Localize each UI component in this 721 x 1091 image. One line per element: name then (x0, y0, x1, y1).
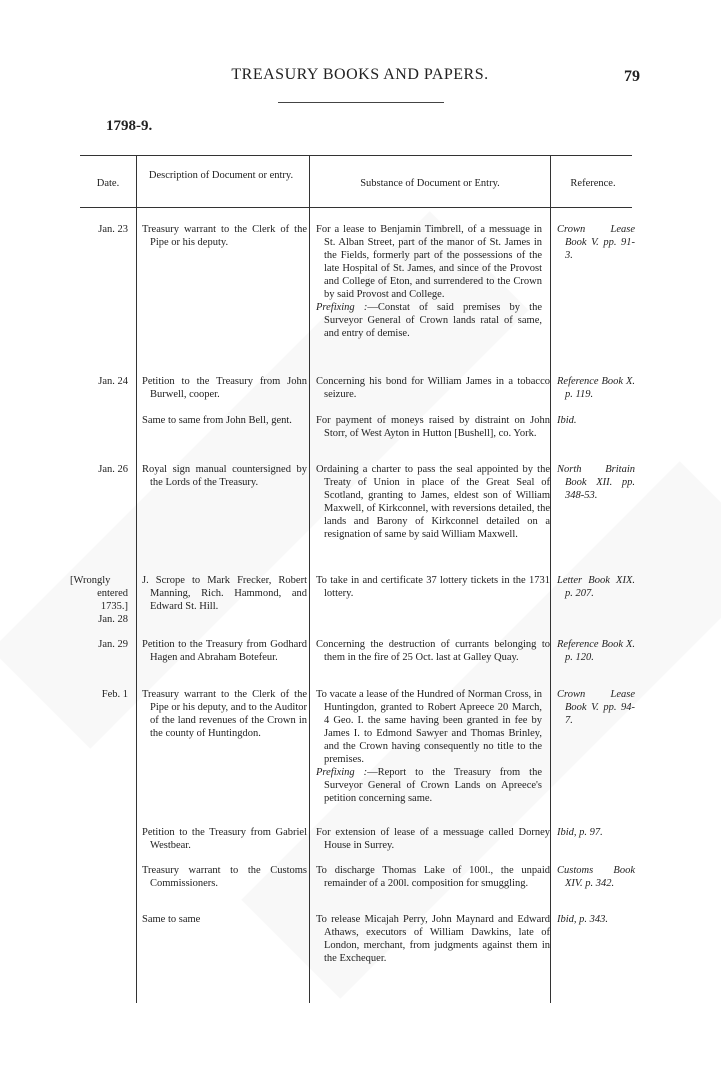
row-description: Petition to the Treasury from John Burwell, cooper. (142, 376, 307, 400)
row-reference: Ibid, p. 97. (557, 827, 603, 838)
calendar-table (70, 155, 635, 1003)
row-substance-text: To vacate a lease of the Hundred of Norman Cross, in Huntingdon, granted to Robert Apreece 20 March, 4 Geo. I. the same having been granted in fee by James I. to Edmond Sawyer and Thomas Brinley, and the Crown having consequently no title to the premises. (316, 689, 542, 765)
row-substance (316, 223, 542, 340)
column-header-reference: Reference. (570, 178, 616, 189)
row-substance: To take in and certificate 37 lottery tickets in the 1731 lottery. (316, 575, 550, 599)
row-date: Feb. 1 (101, 689, 128, 700)
row-date: Jan. 23 (98, 224, 128, 235)
row-reference: Reference Book X. p. 120. (557, 639, 635, 663)
row-date-line: 1735.] (100, 601, 128, 612)
row-substance (316, 688, 542, 805)
row-date-line: Jan. 28 (98, 614, 128, 625)
row-prefix (316, 766, 542, 805)
row-date-line: [Wrongly (70, 575, 111, 586)
row-reference: North Britain Book XII. pp. 348-53. (557, 464, 635, 501)
year-heading: 1798-9. (106, 118, 153, 134)
page-number: 79 (624, 68, 640, 85)
row-reference: Crown Lease Book V. pp. 91-3. (557, 224, 635, 261)
row-description: Treasury warrant to the Clerk of the Pipe or his deputy, and to the Auditor of the land revenues of the Crown in the county of Huntingdon. (142, 689, 307, 739)
column-header-substance: Substance of Document or Entry. (360, 178, 500, 189)
row-substance: Ordaining a charter to pass the seal appointed by the Treaty of Union in place of the Great Seal of Scotland, granting to James, eldest son of William Maxwell, of Kirkconnel, with reversions detailed, the lands and Barony of Kirkconnel detailed on a resignation of same by said William Maxwell. (316, 464, 550, 540)
prefix-label: Prefixing : (316, 302, 368, 313)
row-date: Jan. 29 (98, 639, 128, 650)
row-prefix (316, 301, 542, 340)
row-reference: Ibid. (557, 415, 577, 426)
column-divider (136, 155, 137, 1003)
row-description: Same to same (142, 914, 201, 925)
row-description: Treasury warrant to the Clerk of the Pipe or his deputy. (142, 224, 307, 248)
column-divider (309, 155, 310, 1003)
row-substance: To release Micajah Perry, John Maynard and Edward Athaws, executors of William Dawkins, late of London, merchant, from judgments against them in the Exchequer. (316, 914, 550, 964)
row-description: Same to same from John Bell, gent. (142, 415, 292, 426)
row-description: J. Scrope to Mark Frecker, Robert Manning, Rich. Hammond, and Edward St. Hill. (142, 575, 307, 612)
row-date: Jan. 24 (98, 376, 128, 387)
row-date-line: entered (97, 588, 128, 599)
running-title: TREASURY BOOKS AND PAPERS. (231, 66, 489, 83)
row-reference: Ibid, p. 343. (557, 914, 609, 925)
column-header-date: Date. (96, 178, 120, 189)
prefix-text: —Report to the Treasury from the Surveyor General of Crown Lands on Apreece's petition concerning same. (324, 767, 542, 804)
row-substance: Concerning the destruction of currants belonging to them in the fire of 25 Oct. last at Galley Quay. (316, 639, 550, 663)
prefix-text: —Constat of said premises by the Surveyor General of Crown lands ratal of same, and entry of demise. (324, 302, 542, 339)
row-substance: To discharge Thomas Lake of 100l., the unpaid remainder of a 200l. composition for smuggling. (316, 865, 550, 889)
column-divider (550, 155, 551, 1003)
row-date (70, 574, 128, 626)
row-reference: Reference Book X. p. 119. (557, 376, 635, 400)
row-description: Treasury warrant to the Customs Commissioners. (142, 865, 307, 889)
row-reference: Crown Lease Book V. pp. 94-7. (557, 689, 635, 726)
header-rule (278, 102, 444, 103)
row-date: Jan. 26 (98, 464, 128, 475)
row-description: Petition to the Treasury from Gabriel Westbear. (142, 827, 307, 851)
row-substance: For extension of lease of a messuage called Dorney House in Surrey. (316, 827, 550, 851)
row-description: Petition to the Treasury from Godhard Hagen and Abraham Botefeur. (142, 639, 307, 663)
row-reference: Customs Book XIV. p. 342. (557, 865, 635, 889)
column-header-description: Description of Document or entry. (148, 170, 294, 181)
row-substance: Concerning his bond for William James in a tobacco seizure. (316, 376, 550, 400)
row-substance-text: For a lease to Benjamin Timbrell, of a messuage in St. Alban Street, part of the manor of St. James in the Fields, formerly part of the possessions of the late Hospital of St. James, and since of the Provost and College of Eton, and surrendered to the Crown by said Provost and College. (316, 224, 542, 300)
row-description: Royal sign manual countersigned by the Lords of the Treasury. (142, 464, 307, 488)
prefix-label: Prefixing : (316, 767, 368, 778)
row-substance: For payment of moneys raised by distraint on John Storr, of West Ayton in Hutton [Bushell], co. York. (316, 415, 550, 439)
row-reference: Letter Book XIX. p. 207. (557, 575, 635, 599)
